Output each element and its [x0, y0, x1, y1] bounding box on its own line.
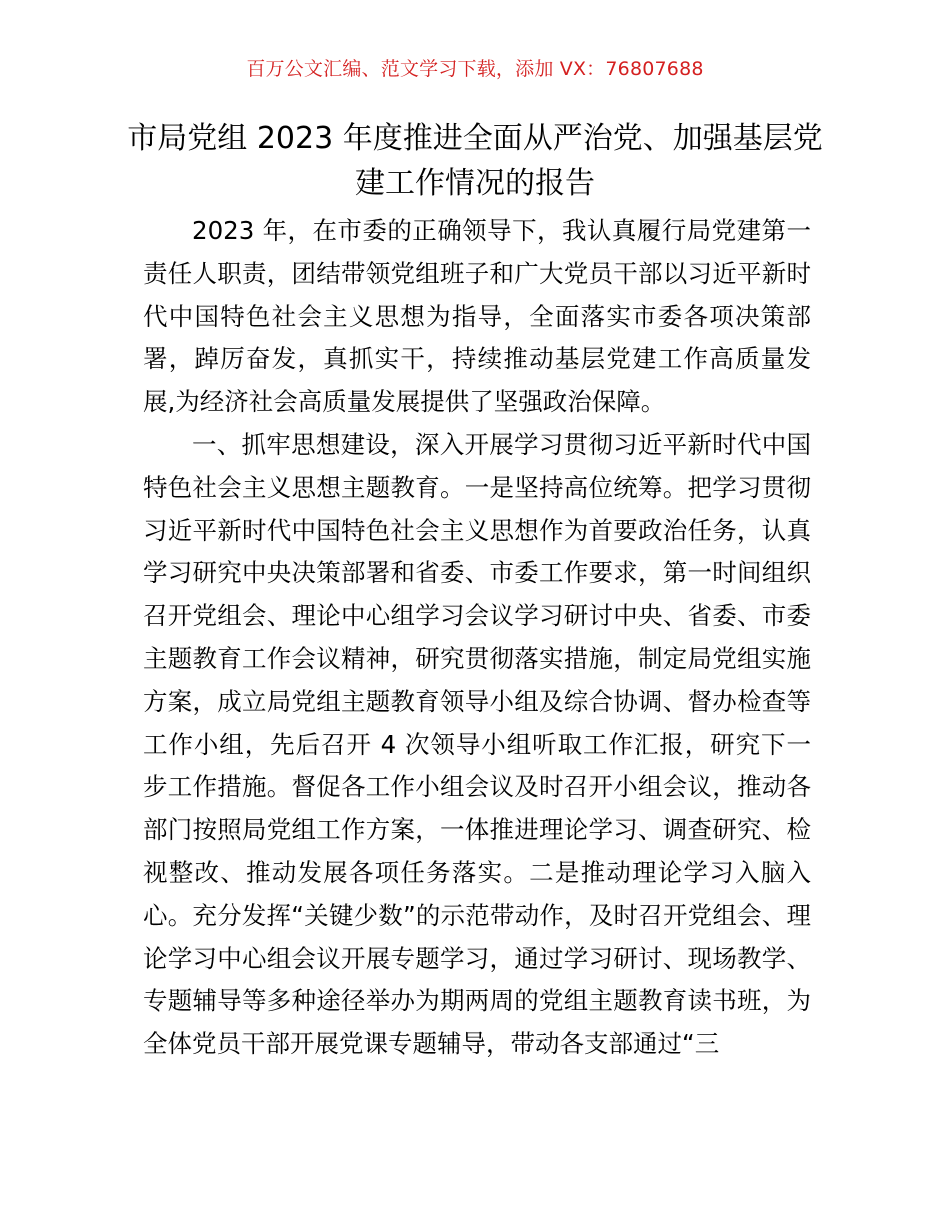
paragraph-section-1: 一、抓牢思想建设，深入开展学习贯彻习近平新时代中国特色社会主义思想主题教育。一是坚持高位统筹。把学习贯彻习近平新时代中国特色社会主义思想作为首要政治任务，认真学习研究中央决策部署和省委、市委工作要求，第一时间组织召开党组会、理论中心组学习会议学习研讨中央、省委、市委主题教育工作会议精神，研究贯彻落实措施，制定局党组实施方案，成立局党组主题教育领导小组及综合协调、督办检查等工作小组，先后召开 4 次领导小组听取工作汇报，研究下一步工作措施。督促各工作小组会议及时召开小组会议，推动各部门按照局党组工作方案，一体推进理论学习、调查研究、检视整改、推动发展各项任务落实。二是推动理论学习入脑入心。充分发挥“关键少数”的示范带动作，及时召开党组会、理论学习中心组会议开展专题学习，通过学习研讨、现场教学、专题辅导等多种途径举办为期两周的党组主题教育读书班，为全体党员干部开展党课专题辅导，带动各支部通过“三	[143, 430, 811, 1059]
paragraph-intro: 2023 年，在市委的正确领导下，我认真履行局党建第一责任人职责，团结带领党组班子和广大党员干部以习近平新时代中国特色社会主义思想为指导，全面落实市委各项决策部署，踔厉奋发，真抓实干，持续推动基层党建工作高质量发展,为经济社会高质量发展提供了坚强政治保障。	[143, 216, 811, 417]
header-watermark: 百万公文汇编、范文学习下载，添加 VX：76807688	[246, 58, 704, 80]
document-title: 市局党组 2023 年度推进全面从严治党、加强基层党建工作情况的报告	[127, 121, 823, 201]
